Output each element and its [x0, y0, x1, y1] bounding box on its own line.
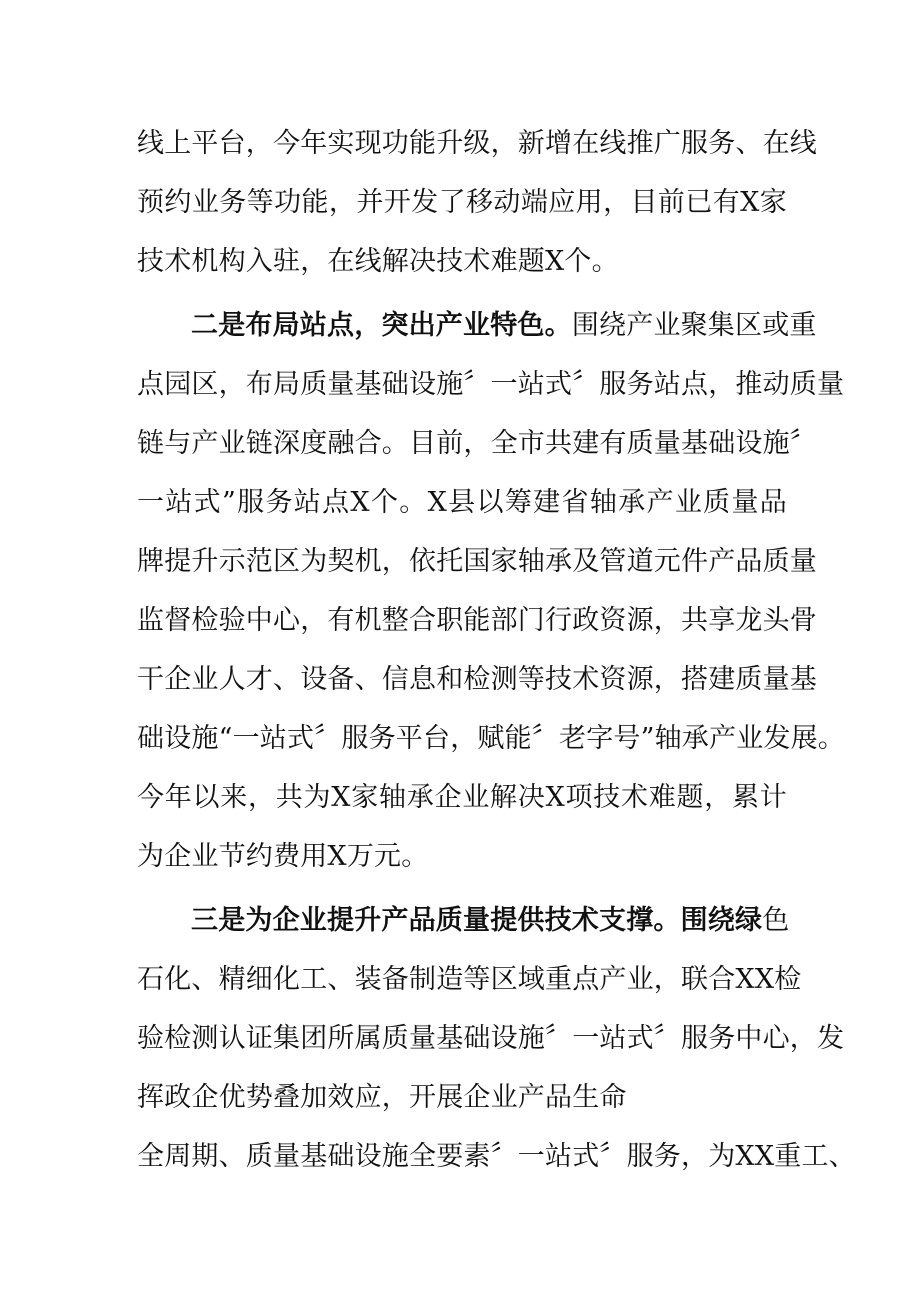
paragraph-line [137, 1080, 787, 1116]
line-text: 牌提升示范区为契机，依托国家轴承及管道元件产品质量 [137, 546, 817, 577]
line-text: 础设施“一站式〞服务平台，赋能〞老字号”轴承产业发展。 [137, 723, 846, 754]
line-text: 技术机构入驻，在线解决技术难题X个。 [137, 246, 619, 277]
line-text: 今年以来，共为X家轴承企业解决X项技术难题，累计 [137, 782, 787, 813]
paragraph-line [191, 308, 817, 344]
line-text: 验检测认证集团所属质量基础设施〞一站式〞服务中心，发 [137, 1023, 845, 1054]
paragraph-line [137, 780, 787, 816]
line-text: 预约业务等功能，并开发了移动端应用，目前已有X家 [137, 187, 787, 218]
line-text: 线上平台，今年实现功能升级，新增在线推广服务、在线 [137, 128, 817, 159]
paragraph-line [137, 839, 787, 875]
paragraph-line [137, 426, 817, 462]
paragraph-line [137, 244, 787, 280]
line-text: 为企业节约费用X万元。 [137, 841, 429, 872]
line-text: 监督检验中心，有机整合职能部门行政资源，共享龙头骨 [137, 605, 817, 636]
line-text: 全周期、质量基础设施全要素〞一站式〞服务，为XX重工、 [137, 1141, 856, 1172]
paragraph-line [137, 721, 846, 757]
section-heading: 三是为企业提升产品质量提供技术支撑。围绕绿 [191, 905, 763, 936]
line-text: 链与产业链深度融合。目前，全市共建有质量基础设施〞 [137, 428, 817, 459]
section-heading: 二是布局站点，突出产业特色。 [191, 310, 572, 341]
paragraph-line [137, 662, 817, 698]
paragraph-line [137, 544, 817, 580]
line-text: 一站式”服务站点X个。X县以筹建省轴承产业质量品 [137, 487, 787, 518]
paragraph-line [137, 962, 802, 998]
paragraph-line [137, 603, 817, 639]
line-text: 石化、精细化工、装备制造等区域重点产业，联合XX检 [137, 964, 802, 995]
line-text: 挥政企优势叠加效应，开展企业产品生命 [137, 1082, 627, 1113]
paragraph-line [137, 1139, 856, 1175]
paragraph-line [137, 185, 787, 221]
line-text: 色 [762, 905, 790, 936]
line-text: 干企业人才、设备、信息和检测等技术资源，搭建质量基 [137, 664, 817, 695]
line-text: 点园区，布局质量基础设施〞一站式〞服务站点，推动质量 [137, 369, 845, 400]
paragraph-line [137, 126, 817, 162]
paragraph-line [137, 367, 845, 403]
paragraph-line [137, 485, 787, 521]
paragraph-line [191, 903, 790, 939]
paragraph-line [137, 1021, 845, 1057]
line-text: 围绕产业聚集区或重 [571, 310, 817, 341]
